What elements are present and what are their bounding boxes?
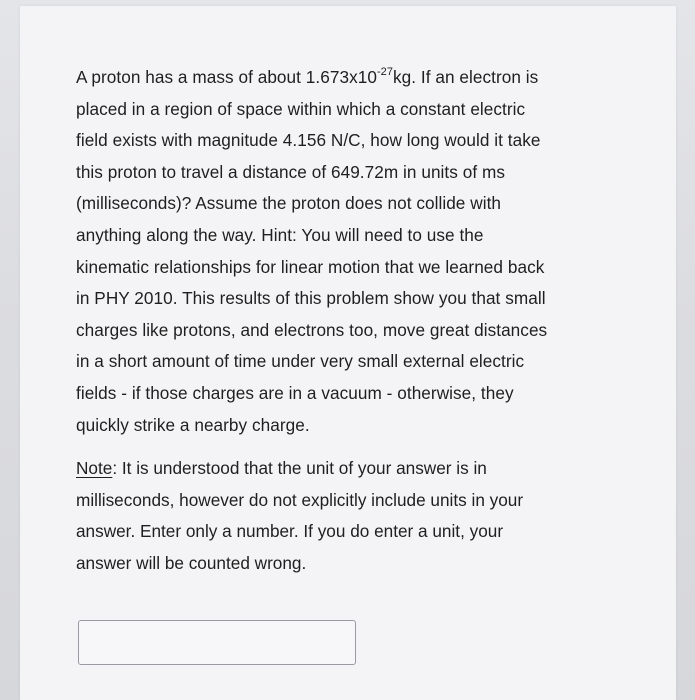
answer-input[interactable] [78, 620, 356, 665]
question-line: charges like protons, and electrons too, move great distances [76, 319, 548, 340]
question-line-1-suffix: kg. If an electron is [393, 67, 539, 87]
question-line: kinematic relationships for linear motion that we learned back [76, 256, 545, 277]
note-line: milliseconds, however do not explicitly include units in your [76, 489, 524, 510]
note-line-1-rest: : It is understood that the unit of your answer is in [112, 458, 487, 478]
note-line: answer. Enter only a number. If you do enter a unit, your [76, 521, 504, 542]
mass-exponent: -27 [376, 66, 393, 79]
question-line: quickly strike a nearby charge. [76, 414, 310, 435]
note-text [76, 453, 646, 579]
note-line-1 [76, 453, 646, 485]
question-line-1-prefix: A proton has a mass of about 1.673x10 [76, 67, 377, 87]
question-text [76, 62, 646, 441]
question-line: in a short amount of time under very small external electric [76, 351, 525, 372]
note-label: Note [76, 458, 113, 478]
question-line: placed in a region of space within which a constant electric [76, 98, 526, 119]
note-line: answer will be counted wrong. [76, 552, 307, 573]
question-line: field exists with magnitude 4.156 N/C, how long would it take [76, 130, 541, 151]
question-line: anything along the way. Hint: You will need to use the [76, 224, 484, 245]
question-line: (milliseconds)? Assume the proton does not collide with [76, 193, 502, 214]
question-line: this proton to travel a distance of 649.72m in units of ms [76, 161, 505, 182]
question-line-1 [76, 62, 646, 94]
question-line: in PHY 2010. This results of this problem show you that small [76, 288, 546, 309]
question-line: fields - if those charges are in a vacuum - otherwise, they [76, 382, 514, 403]
